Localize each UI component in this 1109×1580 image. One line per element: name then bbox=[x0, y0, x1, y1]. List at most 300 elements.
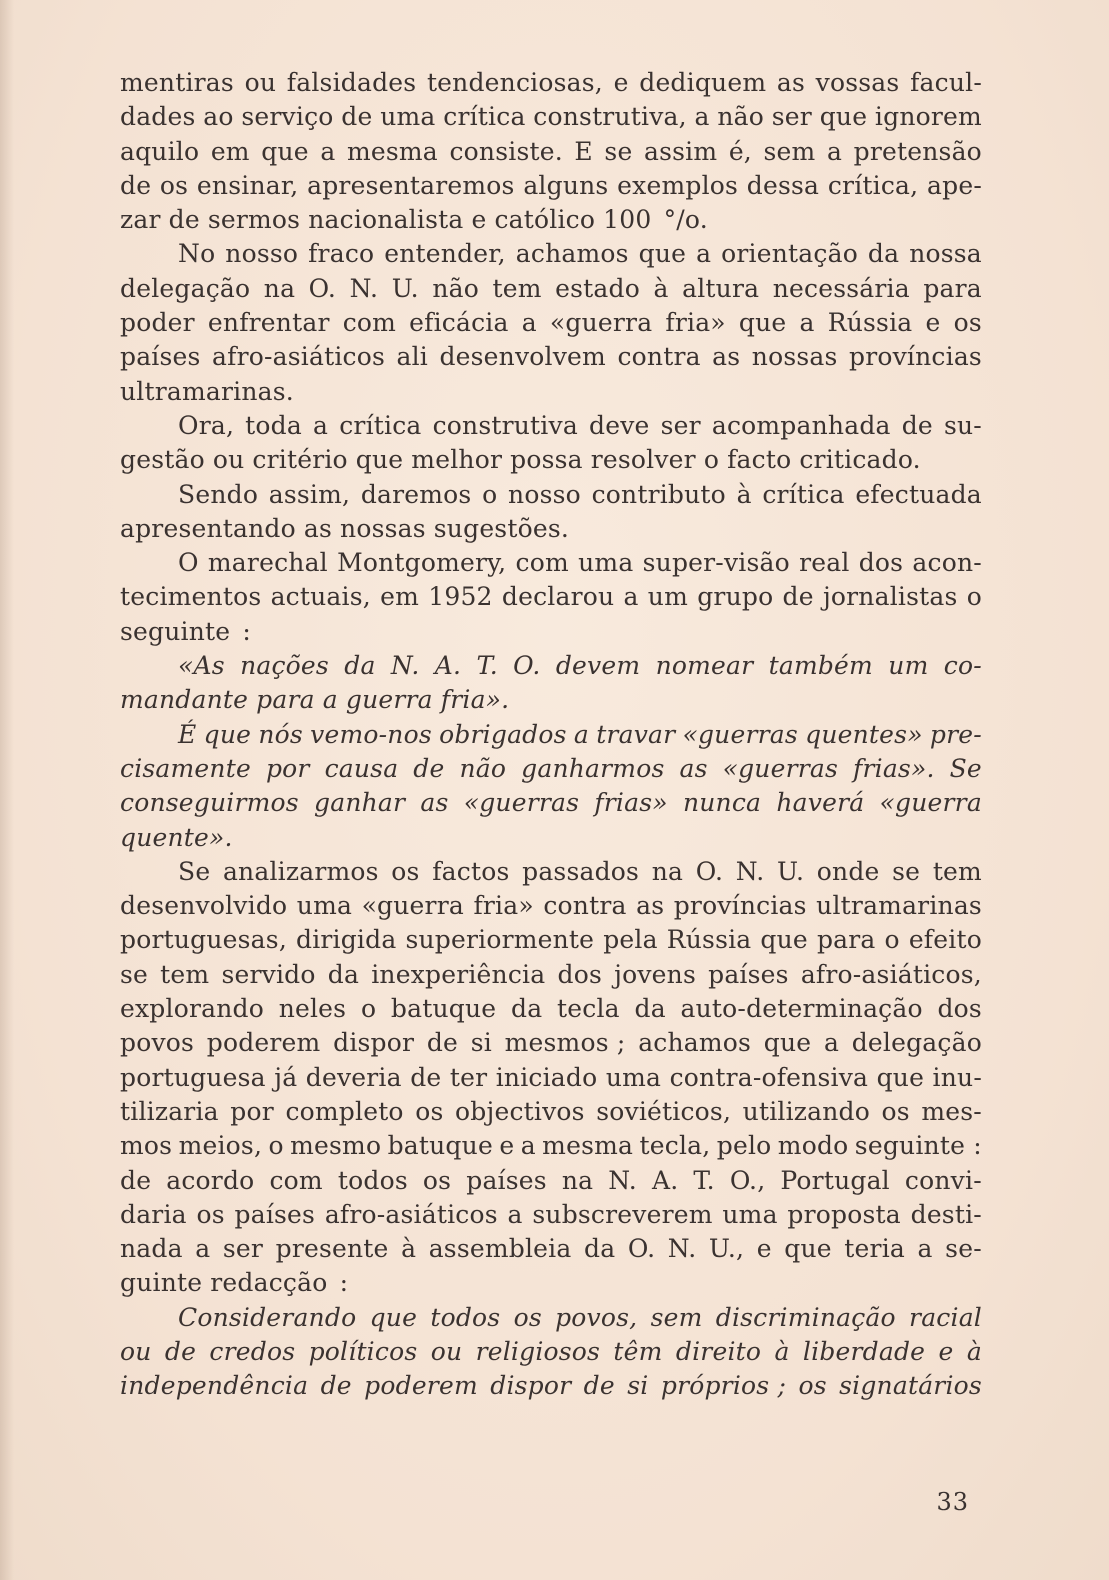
word: completo bbox=[285, 1096, 404, 1126]
word: frias» bbox=[594, 788, 668, 818]
word: possa bbox=[510, 445, 583, 475]
word: e bbox=[938, 1336, 954, 1366]
word: já bbox=[274, 1062, 298, 1092]
word: os bbox=[881, 1096, 910, 1126]
word: as bbox=[636, 891, 665, 921]
word: achamos bbox=[638, 1028, 752, 1058]
word: teria bbox=[844, 1234, 905, 1264]
word: se bbox=[604, 136, 633, 166]
word: ou bbox=[120, 1336, 152, 1366]
word: liberdade bbox=[802, 1336, 926, 1366]
word: nosso bbox=[225, 239, 299, 269]
word: frias». bbox=[853, 753, 935, 783]
text-line bbox=[120, 340, 982, 374]
word: soviéticos, bbox=[596, 1096, 732, 1126]
word: super-visão bbox=[642, 548, 790, 578]
word: políticos bbox=[308, 1336, 418, 1366]
word: acon- bbox=[912, 548, 982, 578]
word: assembleia bbox=[428, 1234, 572, 1264]
word: uma bbox=[578, 548, 634, 578]
word: e bbox=[756, 1234, 772, 1264]
word: poderem bbox=[364, 1371, 478, 1401]
word: todos bbox=[337, 1165, 408, 1195]
word: a bbox=[799, 308, 815, 338]
word: de bbox=[120, 1165, 152, 1195]
word: ultramarinas bbox=[816, 891, 982, 921]
word: exemplos bbox=[617, 170, 739, 200]
word: têm bbox=[613, 1336, 663, 1366]
word: os bbox=[159, 170, 189, 200]
word: a bbox=[507, 1199, 523, 1229]
word: construtiva bbox=[432, 410, 578, 440]
word: delegação bbox=[120, 273, 251, 303]
text-line bbox=[120, 923, 982, 957]
word: grupo bbox=[697, 582, 774, 612]
text-line bbox=[120, 203, 982, 237]
word: N. bbox=[349, 273, 379, 303]
word: próprios ; bbox=[660, 1371, 787, 1401]
word: a bbox=[827, 136, 843, 166]
word: efeito bbox=[908, 925, 982, 955]
word: serviço bbox=[241, 102, 334, 132]
word: nacionalista bbox=[308, 205, 464, 235]
word: «guerras bbox=[463, 788, 580, 818]
word: que bbox=[355, 445, 404, 475]
word: que bbox=[876, 1062, 925, 1092]
word: aquilo bbox=[120, 136, 200, 166]
word: que bbox=[203, 719, 252, 749]
text-line bbox=[120, 135, 982, 169]
word: deve bbox=[589, 410, 650, 440]
word: a bbox=[823, 1028, 840, 1058]
word: de bbox=[782, 582, 814, 612]
word: e bbox=[925, 308, 941, 338]
word: «guerras bbox=[682, 719, 798, 749]
word: de bbox=[426, 1028, 459, 1058]
word: ter bbox=[449, 1062, 488, 1092]
text-line bbox=[120, 1129, 982, 1163]
word: uma bbox=[380, 102, 436, 132]
word: Montgomery, bbox=[337, 548, 507, 578]
word: seguinte : bbox=[120, 616, 252, 646]
word: para bbox=[816, 925, 876, 955]
word: cisamente bbox=[120, 753, 251, 783]
word: zar bbox=[120, 205, 161, 235]
word: T. bbox=[476, 651, 498, 681]
word: o bbox=[268, 1131, 284, 1161]
word: nada bbox=[120, 1234, 183, 1264]
word: O., bbox=[729, 1165, 766, 1195]
word: passados bbox=[522, 856, 640, 886]
word: contributo bbox=[591, 479, 726, 509]
word: afro-asiáticos, bbox=[800, 959, 982, 989]
text-line bbox=[120, 169, 982, 203]
word: a bbox=[521, 308, 537, 338]
word: uma bbox=[605, 1062, 662, 1092]
word: com bbox=[269, 1165, 323, 1195]
word: sem bbox=[763, 136, 816, 166]
word: enfrentar bbox=[207, 308, 330, 338]
word: Rússia bbox=[827, 308, 913, 338]
word: nunca bbox=[682, 788, 762, 818]
word: N. bbox=[667, 1234, 697, 1264]
word: à bbox=[653, 273, 669, 303]
word: altura bbox=[682, 273, 760, 303]
word: Ora, bbox=[178, 410, 235, 440]
word: «guerra bbox=[879, 788, 982, 818]
word: desti- bbox=[910, 1199, 982, 1229]
word: também bbox=[768, 651, 873, 681]
word: melhor bbox=[411, 445, 503, 475]
word: modo bbox=[777, 1131, 849, 1161]
page-edge-shadow bbox=[0, 0, 14, 1580]
word: o bbox=[966, 582, 982, 612]
word: a bbox=[322, 685, 338, 715]
word: o bbox=[884, 925, 900, 955]
word: crítica bbox=[443, 102, 526, 132]
word: jornalistas bbox=[822, 582, 958, 612]
word: o bbox=[703, 445, 720, 475]
word: presente bbox=[275, 1234, 389, 1264]
word: de bbox=[164, 1336, 197, 1366]
word: à bbox=[966, 1336, 982, 1366]
word: eficácia bbox=[409, 308, 509, 338]
word: países bbox=[466, 1165, 547, 1195]
word: ignorem bbox=[874, 102, 982, 132]
text-line bbox=[120, 649, 982, 683]
word: necessária bbox=[772, 273, 910, 303]
text-line bbox=[120, 1232, 982, 1266]
word: dades bbox=[120, 102, 196, 132]
text-line bbox=[120, 1164, 982, 1198]
word: N. bbox=[735, 856, 765, 886]
word: nossas bbox=[751, 342, 838, 372]
word: as bbox=[303, 513, 333, 543]
word: criticado. bbox=[799, 445, 921, 475]
word: países bbox=[234, 1199, 316, 1229]
word: na bbox=[651, 856, 684, 886]
word: dos bbox=[858, 548, 904, 578]
word: da bbox=[584, 1234, 616, 1264]
word: da bbox=[867, 239, 900, 269]
word: na bbox=[561, 1165, 594, 1195]
text-line bbox=[120, 580, 982, 614]
word: vossas bbox=[815, 68, 900, 97]
word: O bbox=[178, 548, 199, 578]
word: províncias bbox=[673, 891, 807, 921]
word: O. bbox=[695, 856, 724, 886]
word: racial bbox=[909, 1302, 982, 1332]
word: portuguesa bbox=[120, 1062, 266, 1092]
word: discriminação bbox=[715, 1302, 896, 1332]
word: crítica, bbox=[827, 170, 919, 200]
word: No bbox=[178, 239, 216, 269]
word: nós bbox=[258, 719, 303, 749]
word: para bbox=[923, 273, 982, 303]
word: com bbox=[515, 548, 569, 578]
text-line bbox=[120, 1198, 982, 1232]
word: e bbox=[613, 68, 629, 97]
word: utilizando bbox=[742, 1096, 871, 1126]
word: as bbox=[420, 788, 449, 818]
word: de bbox=[901, 410, 933, 440]
word: da bbox=[327, 959, 360, 989]
word: que bbox=[369, 1302, 418, 1332]
word: fria» bbox=[665, 308, 726, 338]
word: poderem bbox=[206, 1028, 321, 1058]
word: ser bbox=[660, 410, 701, 440]
word: um bbox=[888, 651, 929, 681]
word: U. bbox=[391, 273, 419, 303]
word: Se bbox=[178, 856, 211, 886]
word: não bbox=[459, 753, 507, 783]
text-line bbox=[120, 855, 982, 889]
word: sem bbox=[650, 1302, 703, 1332]
word: N. bbox=[390, 651, 420, 681]
word: que bbox=[638, 239, 687, 269]
word: batuque bbox=[390, 994, 497, 1024]
text-line bbox=[120, 443, 982, 477]
word: é, bbox=[728, 136, 752, 166]
word: por bbox=[230, 1096, 274, 1126]
word: ser bbox=[771, 102, 812, 132]
word: países bbox=[120, 342, 201, 372]
word: fria» bbox=[473, 891, 534, 921]
word: É bbox=[178, 719, 197, 749]
word: consiste. bbox=[449, 136, 563, 166]
word: si bbox=[470, 1028, 492, 1058]
word: afro-asiáticos bbox=[324, 1199, 498, 1229]
page-number: 33 bbox=[936, 1488, 969, 1516]
text-line bbox=[120, 237, 982, 271]
word: a bbox=[694, 102, 710, 132]
word: dos bbox=[557, 959, 602, 989]
word: que bbox=[760, 925, 808, 955]
word: mesmos ; bbox=[504, 1028, 626, 1058]
word: de bbox=[583, 1371, 615, 1401]
word: travar bbox=[596, 719, 676, 749]
word: ganharmos bbox=[521, 753, 665, 783]
word: «As bbox=[178, 651, 225, 681]
text-line bbox=[120, 1266, 982, 1300]
word: seguinte : bbox=[854, 1131, 982, 1161]
text-line bbox=[120, 683, 982, 717]
word: estado bbox=[555, 273, 640, 303]
word: mesma bbox=[542, 1131, 634, 1161]
word: tem bbox=[160, 959, 210, 989]
word: A. bbox=[434, 651, 462, 681]
word: em bbox=[210, 136, 250, 166]
word: uma bbox=[722, 1199, 778, 1229]
word: ganhar bbox=[314, 788, 406, 818]
word: o bbox=[360, 994, 377, 1024]
word: os bbox=[798, 1371, 827, 1401]
word: nações bbox=[240, 651, 329, 681]
word: signatários bbox=[839, 1371, 982, 1401]
word: as bbox=[776, 68, 806, 97]
word: se bbox=[892, 856, 921, 886]
word: A. bbox=[651, 1165, 679, 1195]
word: independência bbox=[120, 1371, 309, 1401]
word: objectivos bbox=[455, 1096, 585, 1126]
word: credos bbox=[209, 1336, 296, 1366]
word: falsidades bbox=[286, 68, 417, 97]
word: inu- bbox=[932, 1062, 982, 1092]
word: tecimentos bbox=[120, 582, 262, 612]
word: ape- bbox=[927, 170, 982, 200]
text-line bbox=[120, 615, 982, 649]
word: contra bbox=[543, 891, 627, 921]
word: delegação bbox=[851, 1028, 982, 1058]
word: deveria bbox=[305, 1062, 402, 1092]
word: um bbox=[647, 582, 689, 612]
word: a bbox=[195, 1234, 211, 1264]
word: ser bbox=[222, 1234, 264, 1264]
word: tem bbox=[492, 273, 542, 303]
word: à bbox=[774, 1336, 790, 1366]
word: da bbox=[511, 994, 543, 1024]
word: os bbox=[513, 1302, 542, 1332]
text-line bbox=[120, 821, 982, 855]
word: actuais, bbox=[270, 582, 371, 612]
word: de bbox=[168, 205, 200, 235]
word: nosso bbox=[508, 479, 581, 509]
word: subscreverem bbox=[532, 1199, 713, 1229]
word: achamos bbox=[515, 239, 629, 269]
word: de bbox=[120, 170, 152, 200]
word: marechal bbox=[207, 548, 328, 578]
word: ali bbox=[396, 342, 428, 372]
word: os bbox=[415, 1096, 444, 1126]
word: a bbox=[573, 719, 589, 749]
word: mos bbox=[120, 1131, 173, 1161]
word: acordo bbox=[166, 1165, 255, 1195]
word: da bbox=[344, 651, 376, 681]
word: Portugal bbox=[780, 1165, 890, 1195]
word: à bbox=[736, 479, 752, 509]
word: tem bbox=[932, 856, 982, 886]
word: de bbox=[410, 1062, 442, 1092]
word: povos, bbox=[555, 1302, 638, 1332]
word: afro-asiáticos bbox=[212, 342, 385, 372]
word: orientação bbox=[721, 239, 858, 269]
word: auto-determinação bbox=[680, 994, 923, 1024]
word: a bbox=[520, 1131, 536, 1161]
word: apresentaremos bbox=[307, 170, 515, 200]
word: não bbox=[717, 102, 765, 132]
word: critério bbox=[252, 445, 348, 475]
word: apresentando bbox=[120, 513, 296, 543]
word: proposta bbox=[787, 1199, 901, 1229]
word: a bbox=[623, 582, 639, 612]
word: não bbox=[432, 273, 479, 303]
word: factos bbox=[432, 856, 510, 886]
word: «guerra bbox=[549, 308, 653, 338]
word: ou bbox=[430, 1336, 463, 1366]
word: N. bbox=[608, 1165, 637, 1195]
word: superiormente bbox=[405, 925, 595, 955]
word: fraco bbox=[308, 239, 375, 269]
word: facul- bbox=[910, 68, 982, 97]
word: que bbox=[763, 1028, 812, 1058]
text-line bbox=[120, 889, 982, 923]
word: e bbox=[471, 205, 487, 235]
word: as bbox=[679, 753, 708, 783]
word: obrigados bbox=[439, 719, 567, 749]
word: dediquem bbox=[639, 68, 767, 97]
word: uma bbox=[296, 891, 353, 921]
word: T. bbox=[693, 1165, 715, 1195]
text-line bbox=[120, 66, 982, 100]
word: a bbox=[320, 136, 336, 166]
word: pre- bbox=[929, 719, 982, 749]
word: iniciado bbox=[495, 1062, 598, 1092]
word: dessa bbox=[746, 170, 820, 200]
word: O. bbox=[308, 273, 337, 303]
word: nossas bbox=[340, 513, 426, 543]
word: analizarmos bbox=[222, 856, 379, 886]
word: dispor bbox=[333, 1028, 415, 1058]
word: Sendo bbox=[178, 479, 259, 509]
word: se- bbox=[945, 1234, 982, 1264]
word: que bbox=[738, 308, 787, 338]
word: convi- bbox=[904, 1165, 982, 1195]
word: mesma bbox=[346, 136, 438, 166]
word: facto bbox=[727, 445, 792, 475]
text-line bbox=[120, 1095, 982, 1129]
word: a bbox=[917, 1234, 933, 1264]
text-line bbox=[120, 272, 982, 306]
text-line bbox=[120, 100, 982, 134]
word: neles bbox=[278, 994, 347, 1024]
word: ou bbox=[244, 68, 277, 97]
word: Se bbox=[949, 753, 982, 783]
text-line bbox=[120, 1301, 982, 1335]
word: desenvolvem bbox=[439, 342, 606, 372]
word: meios, bbox=[178, 1131, 263, 1161]
word: conseguirmos bbox=[120, 788, 299, 818]
word: crítica bbox=[762, 479, 845, 509]
word: ou bbox=[212, 445, 245, 475]
word: ultramarinas. bbox=[120, 376, 294, 406]
word: o bbox=[482, 479, 498, 509]
word: contra bbox=[617, 342, 701, 372]
word: mandante bbox=[120, 685, 249, 715]
word: se bbox=[120, 959, 149, 989]
word: su- bbox=[943, 410, 982, 440]
word: assim bbox=[644, 136, 718, 166]
word: mes- bbox=[921, 1096, 982, 1126]
word: de bbox=[320, 1371, 352, 1401]
text-line bbox=[120, 752, 982, 786]
word: nomear bbox=[655, 651, 754, 681]
word: católico bbox=[494, 205, 596, 235]
word: que bbox=[261, 136, 309, 166]
word: ensinar, bbox=[196, 170, 299, 200]
word: pretensão bbox=[853, 136, 982, 166]
word: tendenciosas, bbox=[426, 68, 603, 97]
word: guerra bbox=[345, 685, 433, 715]
text-line bbox=[120, 306, 982, 340]
word: jovens bbox=[614, 959, 696, 989]
word: construtiva, bbox=[533, 102, 687, 132]
word: por bbox=[265, 753, 310, 783]
word: «guerra bbox=[361, 891, 464, 921]
word: a bbox=[313, 410, 329, 440]
word: os bbox=[196, 1199, 225, 1229]
word: daremos bbox=[360, 479, 472, 509]
word: Rússia bbox=[666, 925, 752, 955]
